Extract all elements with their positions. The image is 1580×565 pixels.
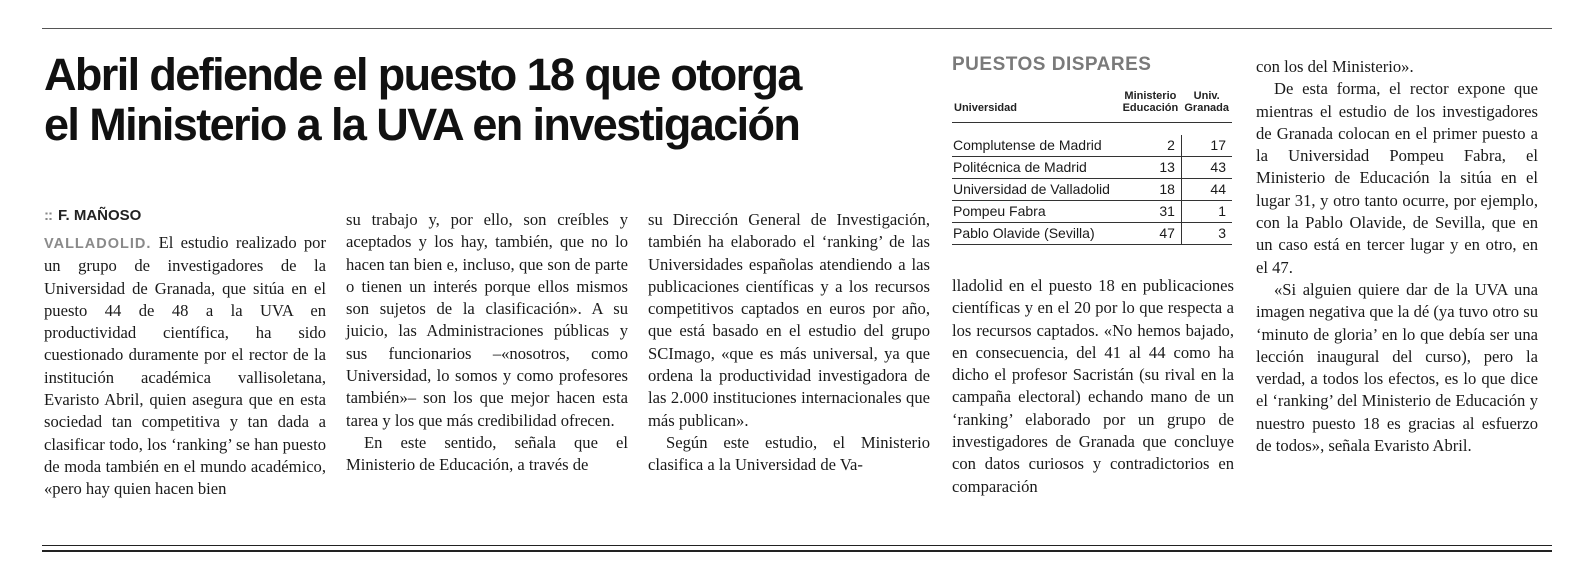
article-column-3 [648, 209, 930, 477]
table-cell-ministry: 2 [1119, 135, 1181, 157]
article-paragraph [44, 232, 326, 501]
article-paragraph: su Dirección General de Investigación, también ha elaborado el ‘ranking’ de las Universidades españolas atendiendo a las publicaciones científicas y a los recursos competitivos captados en euros por año, que está basado en el estudio del grupo SCImago, «que es más universal, ya que ordena la productividad investigadora de las 2.000 instituciones internacionales que más publican». [648, 210, 930, 430]
table-cell-ministry: 47 [1119, 223, 1181, 245]
table-cell-ministry: 13 [1119, 157, 1181, 179]
article-text: El estudio realizado por un grupo de investigadores de la Universidad de Granada, que sitúa en el puesto 44 de 48 a la UVA en productividad científica, ha sido cuestionado duramente por el rector de la institución académica vallisoletana, Evaristo Abril, quien asegura que en esta sociedad tan competitiva y tan dada a clasificar todo, los ‘ranking’ se han puesto de moda también en el mundo académico, «pero hay quien hacen bien [44, 233, 326, 499]
table-cell-granada: 3 [1181, 223, 1232, 245]
top-rule [42, 28, 1552, 29]
dateline: VALLADOLID. [44, 236, 152, 252]
column-header-ministry: Ministerio Educación [1119, 90, 1181, 123]
article-paragraph: En este sentido, señala que el Ministerio de Educación, a través de [346, 432, 628, 475]
headline-line-2: el Ministerio a la UVA en investigación [44, 99, 800, 150]
headline [44, 50, 924, 150]
table-row [952, 179, 1232, 201]
article-column-2 [346, 209, 628, 477]
byline-author: F. MAÑOSO [58, 207, 142, 224]
table-cell-university: Universidad de Valladolid [952, 179, 1119, 201]
bottom-rule [42, 545, 1552, 546]
article-column-1 [44, 232, 326, 501]
table-row [952, 223, 1232, 245]
article-paragraph: lladolid en el puesto 18 en publicaciones científicas y en el 20 por lo que respecta a los recursos captados. «No hemos bajado, en consecuencia, del 41 al 44 como ha dicho el profesor Sacristán (su rival en la campaña electoral) echando mano de un ‘ranking’ elaborado por un grupo de investigadores de Granada que concluye con datos curiosos y contradictorios en comparación [952, 276, 1234, 496]
headline-line-1: Abril defiende el puesto 18 que otorga [44, 49, 801, 100]
table-cell-granada: 44 [1181, 179, 1232, 201]
table-row [952, 157, 1232, 179]
table-cell-ministry: 31 [1119, 201, 1181, 223]
table-cell-granada: 17 [1181, 135, 1232, 157]
article-paragraph: «Si alguien quiere dar de la UVA una imagen negativa que la dé (ya tuvo otro su ‘minuto de gloria’ en lo que debía ser una lección inaugural del curso), pero la verdad, a todos los efectos, es lo que dice el ‘ranking’ del Ministerio de Educación y nuestro puesto 18 es gracias al esfuerzo de todos», señala Evaristo Abril. [1256, 279, 1539, 456]
table-cell-granada: 43 [1181, 157, 1232, 179]
byline-marker: :: [44, 207, 52, 224]
byline [44, 207, 141, 224]
table-row [952, 201, 1232, 223]
article-column-4 [952, 275, 1234, 498]
table-cell-university: Pablo Olavide (Sevilla) [952, 223, 1119, 245]
article-paragraph: su trabajo y, por ello, son creíbles y aceptados y los hay, también, que no lo hacen tan bien e, incluso, que son de parte o tienen un interés porque ellos mismos son sujetos de la clasificación». A su juicio, las Administraciones públicas y sus funcionarios –«nosotros, como Universidad, lo somos y como profesores también»– son los que mejor hacen esta tarea y los que más credibilidad ofrecen. [346, 210, 628, 430]
bottom-rule-thick [42, 550, 1552, 552]
article-paragraph: Según este estudio, el Ministerio clasifica a la Universidad de Va- [648, 432, 930, 475]
column-header-granada: Univ. Granada [1181, 90, 1232, 123]
sidebar-box [952, 54, 1232, 245]
table-cell-granada: 1 [1181, 201, 1232, 223]
table-cell-ministry: 18 [1119, 179, 1181, 201]
article-paragraph: con los del Ministerio». [1256, 57, 1414, 76]
article-column-5 [1256, 56, 1538, 457]
table-cell-university: Pompeu Fabra [952, 201, 1119, 223]
column-header-university: Universidad [952, 90, 1119, 123]
article-paragraph: De esta forma, el rector expone que mientras el estudio de los investigadores de Granada colocan en el primer puesto a la Universidad Pompeu Fabra, el Ministerio de Educación la sitúa en el lugar 31, y otro tanto ocurre, por ejemplo, con la Pablo Olavide, de Sevilla, que en un caso está en tercer lugar y en otro, en el 47. [1256, 79, 1538, 277]
ranking-table [952, 90, 1232, 245]
sidebar-title: PUESTOS DISPARES [952, 54, 1152, 75]
table-cell-university: Complutense de Madrid [952, 135, 1119, 157]
table-cell-university: Politécnica de Madrid [952, 157, 1119, 179]
table-row [952, 135, 1232, 157]
